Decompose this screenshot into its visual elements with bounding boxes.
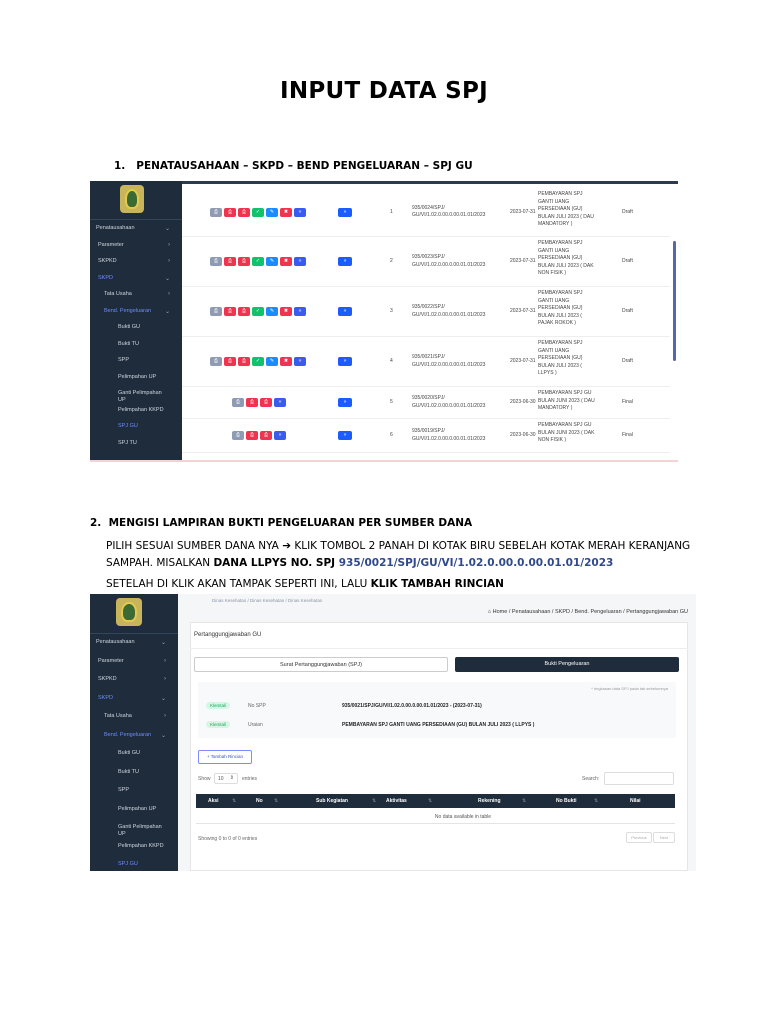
spj-date: 2023-07-31 — [510, 308, 536, 314]
delete-icon[interactable]: ✖ — [280, 307, 292, 316]
action-buttons — [210, 307, 306, 316]
breadcrumb-left: Dinas Kesehatan / Dinas Kesehatan / Dinas Kesehatan — [212, 598, 323, 603]
sidebar-item[interactable]: Bend. Pengeluaran — [104, 731, 152, 738]
value-uraian: PEMBAYARAN SPJ GANTI UANG PERSEDIAAN (GU) BULAN JULI 2023 ( LLPYS ) — [342, 722, 535, 728]
sidebar-divider — [90, 633, 178, 634]
label-uraian: Uraian — [248, 722, 263, 728]
instruction-text-a: PILIH SESUAI SUMBER DANA NYA — [106, 540, 283, 552]
edit-icon[interactable]: ✎ — [266, 357, 278, 366]
chevron-icon: › — [164, 657, 166, 664]
row-number: 3 — [390, 308, 393, 314]
page-size-value: 10 — [218, 776, 224, 782]
screenshot-spj-gu-list — [90, 181, 678, 462]
spj-status: Draft — [622, 308, 633, 314]
scrollbar[interactable] — [673, 241, 676, 361]
spj-date: 2023-06-30 — [510, 432, 536, 438]
action-buttons — [210, 357, 306, 366]
print-icon[interactable]: ⎙ — [210, 307, 222, 316]
check-icon[interactable]: ✓ — [252, 208, 264, 217]
print-icon[interactable]: ⎙ — [260, 431, 272, 440]
spj-number-highlight: 935/0021/SPJ/GU/VI/1.02.0.00.0.00.01.01/2023 — [338, 557, 614, 569]
spj-number: 935/0021/SPJ/ GU/VI/1.02.0.00.0.00.01.01/2023 — [412, 354, 486, 368]
forward-icon[interactable]: » — [274, 431, 286, 440]
show-label: Show — [198, 776, 211, 782]
divider — [196, 823, 675, 824]
action-buttons — [210, 208, 306, 217]
edit-icon[interactable]: ✎ — [266, 307, 278, 316]
delete-icon[interactable]: ✖ — [280, 208, 292, 217]
sort-icon[interactable]: ⇅ — [522, 798, 527, 804]
previous-button[interactable]: Previous — [626, 832, 652, 843]
instruction-bold: DANA LLPYS NO. SPJ — [213, 557, 339, 569]
sort-icon[interactable]: ⇅ — [372, 798, 377, 804]
row-number: 6 — [390, 432, 393, 438]
spj-date: 2023-07-31 — [510, 358, 536, 364]
empty-table-message: No data available in table — [434, 814, 492, 820]
sort-icon[interactable]: ⇅ — [594, 798, 599, 804]
open-lampiran-arrow-icon[interactable]: » — [338, 357, 352, 366]
tab-surat-spj[interactable]: Surat Pertanggungjawaban (SPJ) — [194, 657, 448, 672]
chevron-icon: ⌄ — [164, 275, 170, 282]
action-buttons — [232, 398, 286, 407]
print-icon[interactable]: ⎙ — [224, 208, 236, 217]
table-info: Showing 0 to 0 of 0 entries — [198, 836, 258, 842]
sidebar-item[interactable]: Pelimpahan UP — [118, 373, 157, 380]
screenshot-pertanggungjawaban — [90, 594, 696, 871]
spj-number: 935/0022/SPJ/ GU/VI/1.02.0.00.0.00.01.01/2023 — [412, 304, 486, 318]
spj-description: PEMBAYARAN SPJ GANTI UANG PERSEDIAAN (GU) BULAN JULI 2023 ( DAK NON FISIK ) — [538, 240, 594, 276]
column-header[interactable]: Sub Kegiatan — [316, 798, 348, 804]
print-icon[interactable]: ⎙ — [238, 208, 250, 217]
action-buttons — [232, 431, 286, 440]
sidebar-item[interactable]: SKPD — [98, 274, 113, 281]
delete-icon[interactable]: ✖ — [280, 357, 292, 366]
sidebar-item[interactable]: Parameter — [98, 657, 124, 664]
sidebar-item[interactable]: SPP — [118, 357, 130, 363]
sidebar-item[interactable]: Ganti Pelimpahan UP — [118, 824, 162, 837]
spj-number: 935/0024/SPJ/ GU/VI/1.02.0.00.0.00.01.01/2023 — [412, 204, 486, 218]
print-icon[interactable]: ⎙ — [210, 357, 222, 366]
print-icon[interactable]: ⎙ — [260, 398, 272, 407]
spj-date: 2023-07-31 — [510, 258, 536, 264]
column-header[interactable]: Aktivitas — [386, 798, 407, 804]
sidebar-item[interactable]: Pelimpahan KKPD — [118, 842, 164, 849]
summary-hint: * ringkasan data SPJ pada tab sebelumnya — [591, 686, 668, 691]
open-lampiran-arrow-icon[interactable]: » — [338, 257, 352, 266]
next-button[interactable]: Next — [653, 832, 675, 843]
sidebar-item[interactable]: SKPKD — [98, 676, 117, 682]
sidebar-item[interactable]: Penatausahaan — [96, 225, 135, 231]
column-header[interactable]: No — [256, 798, 263, 804]
sidebar-item[interactable]: SKPD — [98, 694, 113, 701]
column-header[interactable]: Rekening — [478, 798, 501, 804]
spj-description: PEMBAYARAN SPJ GU BULAN JUNI 2023 ( DAU MANDATORY ) — [538, 390, 595, 411]
spj-number: 935/0023/SPJ/ GU/VI/1.02.0.00.0.00.01.01/2023 — [412, 254, 486, 268]
chevron-icon: ⌄ — [160, 695, 166, 702]
column-header[interactable]: Nilai — [630, 798, 641, 804]
chevron-icon: ⌄ — [160, 640, 166, 646]
open-lampiran-arrow-icon[interactable]: » — [338, 431, 352, 440]
sidebar-item[interactable]: Pelimpahan KKPD — [118, 406, 164, 413]
print-icon[interactable]: ⎙ — [246, 431, 258, 440]
sort-icon: ⇕ — [229, 775, 234, 781]
edit-icon[interactable]: ✎ — [266, 208, 278, 217]
instruction-bold-2: KLIK TAMBAH RINCIAN — [370, 578, 504, 590]
check-icon[interactable]: ✓ — [252, 257, 264, 266]
row-number: 2 — [390, 258, 393, 264]
row-number: 5 — [390, 399, 393, 405]
row-number: 4 — [390, 358, 393, 364]
sidebar-item[interactable]: Penatausahaan — [96, 639, 135, 645]
print-icon[interactable]: ⎙ — [210, 208, 222, 217]
forward-icon[interactable]: » — [294, 257, 306, 266]
sidebar-item[interactable]: Pelimpahan UP — [118, 805, 157, 812]
sidebar-item[interactable]: Tata Usaha — [104, 713, 132, 719]
print-icon[interactable]: ⎙ — [224, 357, 236, 366]
print-icon[interactable]: ⎙ — [232, 431, 244, 440]
check-icon[interactable]: ✓ — [252, 357, 264, 366]
sidebar-item[interactable]: SPJ TU — [118, 439, 137, 446]
sidebar-item[interactable]: Ganti Pelimpahan UP — [118, 390, 162, 403]
print-icon[interactable]: ⎙ — [238, 357, 250, 366]
arrow-right-icon: ➔ — [282, 540, 292, 552]
spj-status: Draft — [622, 358, 633, 364]
sidebar-item[interactable]: Tata Usaha — [104, 291, 132, 297]
instruction-paragraph-1 — [106, 538, 716, 572]
instruction-text-b: KLIK TOMBOL 2 PANAH DI KOTAK BIRU SEBELAH KOTAK MERAH KERANJANG SAMPAH. MISALKAN — [106, 540, 691, 569]
document-title: INPUT DATA SPJ — [279, 78, 489, 104]
open-lampiran-arrow-icon[interactable]: » — [338, 208, 352, 217]
spj-status: Final — [622, 399, 633, 405]
instruction-text-c: SETELAH DI KLIK AKAN TAMPAK SEPERTI INI, LALU — [106, 578, 371, 590]
open-lampiran-arrow-icon[interactable]: » — [338, 307, 352, 316]
action-buttons — [210, 257, 306, 266]
breadcrumb[interactable]: ⌂ Home / Penatausahaan / SKPD / Bend. Pengeluaran / Pertanggungjawaban GU — [487, 609, 688, 615]
print-icon[interactable]: ⎙ — [224, 307, 236, 316]
label-no-spp: No SPP — [248, 703, 266, 709]
print-icon[interactable]: ⎙ — [238, 257, 250, 266]
entries-label: entries — [242, 776, 258, 782]
step-1-heading: 1. PENATAUSAHAAN – SKPD – BEND PENGELUARAN – SPJ GU — [114, 160, 473, 172]
tambah-rincian-button[interactable]: + Tambah Rincian — [198, 750, 252, 764]
chevron-icon: ⌄ — [160, 732, 166, 739]
spj-status: Draft — [622, 258, 633, 264]
tab-bukti-pengeluaran[interactable]: Bukti Pengeluaran — [455, 657, 679, 672]
sidebar-item[interactable]: SKPKD — [98, 258, 117, 264]
sidebar — [90, 181, 182, 460]
chevron-icon: › — [168, 291, 170, 297]
sort-icon[interactable]: ⇅ — [274, 798, 279, 804]
forward-icon[interactable]: » — [294, 357, 306, 366]
print-icon[interactable]: ⎙ — [232, 398, 244, 407]
panel-title: Pertanggungjawaban GU — [194, 632, 262, 638]
top-bar — [182, 181, 678, 184]
search-label: Search: — [582, 776, 600, 782]
sidebar-item[interactable]: Bend. Pengeluaran — [104, 307, 152, 314]
open-lampiran-arrow-icon[interactable]: » — [338, 398, 352, 407]
page-size-select[interactable] — [214, 773, 238, 784]
sidebar-item[interactable]: Parameter — [98, 241, 124, 248]
spj-date: 2023-07-31 — [510, 208, 536, 215]
spj-status: Final — [622, 432, 633, 438]
spj-description: PEMBAYARAN SPJ GANTI UANG PERSEDIAAN (GU) BULAN JULI 2023 ( LLPYS ) — [538, 340, 583, 376]
delete-icon[interactable]: ✖ — [280, 257, 292, 266]
sidebar-item[interactable]: Bukti TU — [118, 340, 139, 347]
print-icon[interactable]: ⎙ — [210, 257, 222, 266]
print-icon[interactable]: ⎙ — [246, 398, 258, 407]
divider — [190, 648, 688, 649]
chevron-icon: › — [164, 676, 166, 682]
print-icon[interactable]: ⎙ — [238, 307, 250, 316]
spj-number: 935/0020/SPJ/ GU/VI/1.02.0.00.0.00.01.01/2023 — [412, 395, 486, 409]
forward-icon[interactable]: » — [294, 208, 306, 217]
spj-status: Draft — [622, 208, 633, 215]
sidebar-item[interactable]: Bukti GU — [118, 324, 141, 330]
sidebar-item[interactable]: SPJ GU — [118, 423, 138, 429]
spj-description: PEMBAYARAN SPJ GANTI UANG PERSEDIAAN (GU) BULAN JULI 2023 ( PAJAK ROKOK ) — [538, 290, 583, 326]
column-header[interactable]: No Bukti — [556, 798, 577, 804]
sidebar-divider — [90, 219, 182, 220]
sidebar — [90, 594, 178, 871]
chevron-icon: ⌄ — [164, 308, 170, 315]
search-input[interactable] — [604, 772, 674, 785]
sidebar-item[interactable]: Bukti TU — [118, 768, 139, 775]
value-no-spp: 935/0021/SPJ/GU/VI/1.02.0.00.0.00.01.01/2023 - (2023-07-31) — [342, 703, 482, 709]
spj-number: 935/0019/SPJ/ GU/VI/1.02.0.00.0.00.01.01/2023 — [412, 428, 486, 442]
chevron-icon: › — [168, 241, 170, 248]
status-badge: Klemtali — [206, 702, 230, 709]
chevron-icon: › — [164, 713, 166, 719]
sort-icon[interactable]: ⇅ — [428, 798, 433, 804]
logo-emblem — [120, 185, 144, 213]
column-header[interactable]: Aksi — [208, 798, 219, 804]
forward-icon[interactable]: » — [294, 307, 306, 316]
sidebar-item[interactable]: SPJ GU — [118, 861, 138, 867]
sort-icon[interactable]: ⇅ — [232, 798, 237, 804]
spj-description: PEMBAYARAN SPJ GANTI UANG PERSEDIAAN (GU) BULAN JULI 2023 ( DAU MANDATORY ) — [538, 191, 594, 227]
row-number: 1 — [390, 208, 393, 215]
check-icon[interactable]: ✓ — [252, 307, 264, 316]
sidebar-item[interactable]: Bukti GU — [118, 750, 141, 756]
chevron-icon: ⌄ — [164, 226, 170, 232]
spj-description: PEMBAYARAN SPJ GU BULAN JUNI 2023 ( DAK NON FISIK ) — [538, 422, 595, 443]
edit-icon[interactable]: ✎ — [266, 257, 278, 266]
sidebar-item[interactable]: SPP — [118, 787, 130, 793]
logo-emblem — [116, 598, 142, 626]
status-badge: Klemtali — [206, 721, 230, 728]
spj-date: 2023-06-30 — [510, 399, 536, 405]
table-header — [196, 794, 675, 808]
step-2-heading: 2. MENGISI LAMPIRAN BUKTI PENGELUARAN PER SUMBER DANA — [90, 517, 473, 529]
forward-icon[interactable]: » — [274, 398, 286, 407]
chevron-icon: › — [168, 258, 170, 264]
print-icon[interactable]: ⎙ — [224, 257, 236, 266]
instruction-paragraph-2 — [106, 576, 504, 593]
